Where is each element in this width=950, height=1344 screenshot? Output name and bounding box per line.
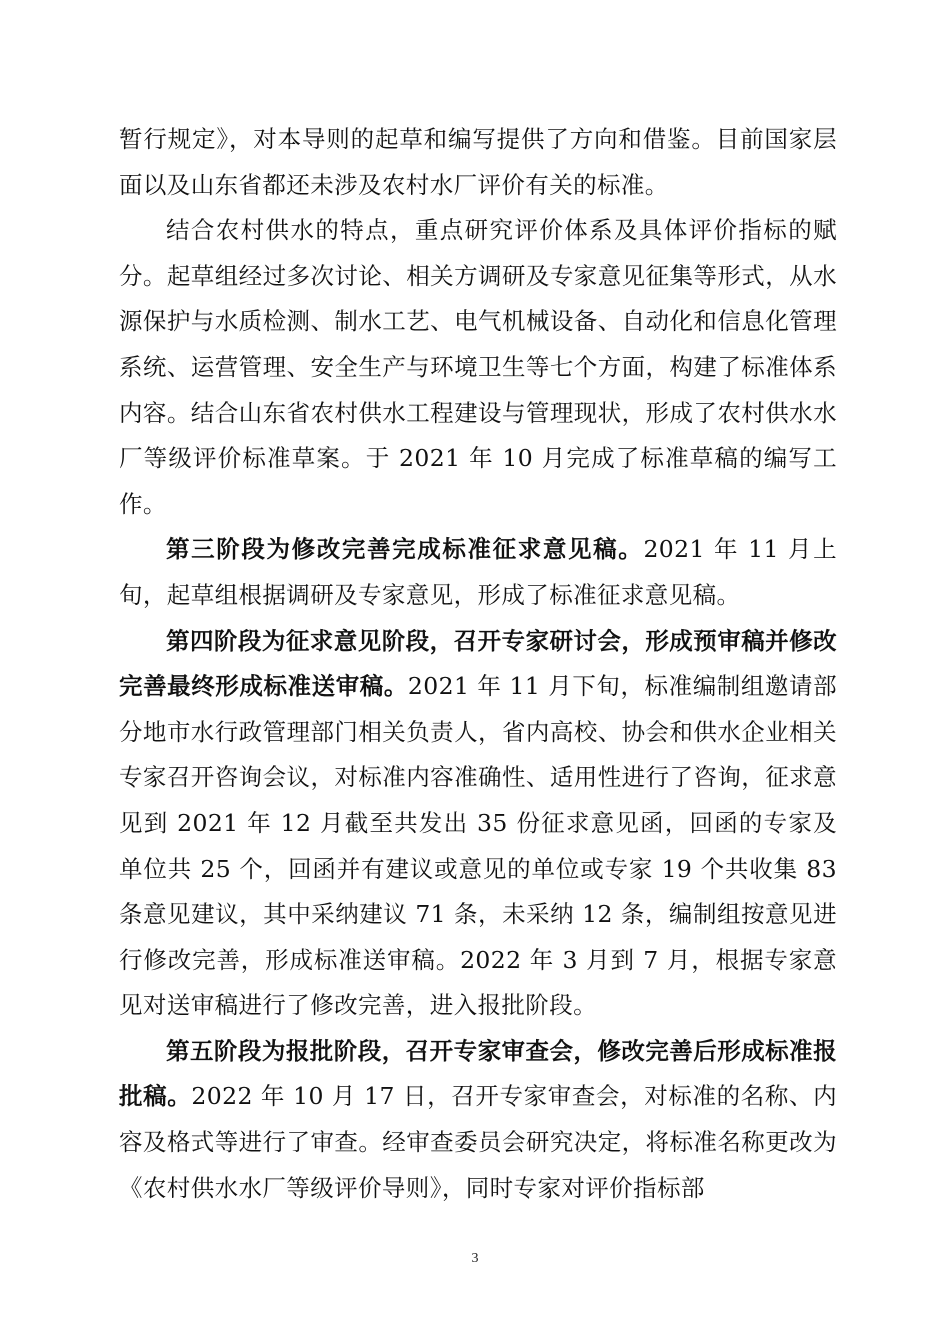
document-body [119, 117, 837, 1211]
stage-heading: 第四阶段为征求意见阶段，召开专家研讨会，形成预审稿并修改完善最终形成标准送审稿。 [119, 626, 837, 701]
paragraph-stage-five [119, 1029, 837, 1211]
paragraph-text: 2022 年 10 月 17 日，召开专家审查会，对标准的名称、内容及格式等进行了审查。经审查委员会研究决定，将标准名称更改为《农村供水水厂等级评价导则》，同时专家对评价指标部 [119, 1082, 837, 1202]
paragraph-stage-three [119, 527, 837, 618]
stage-heading: 第五阶段为报批阶段，召开专家审查会，修改完善后形成标准报批稿。 [119, 1036, 837, 1111]
stage-heading: 第三阶段为修改完善完成标准征求意见稿。 [166, 535, 644, 564]
paragraph-methodology [119, 208, 837, 527]
paragraph-text: 2021 年 11 月上旬，起草组根据调研及专家意见，形成了标准征求意见稿。 [119, 535, 837, 609]
page-number: 3 [471, 1251, 479, 1266]
paragraph-stage-four [119, 619, 837, 1029]
paragraph-continuation [119, 117, 837, 208]
paragraph-text: 2021 年 11 月下旬，标准编制组邀请部分地市水行政管理部门相关负责人，省内高校、协会和供水企业相关专家召开咨询会议，对标准内容准确性、适用性进行了咨询，征求意见到 2021 年 12 月截至共发出 35 份征求意见函，回函的专家及单位共 25 个，回函并有建议或意见的单位或专家 19 个共收集 83 条意见建议，其中采纳建议 71 条，未采纳 12 条，编制组按意见进行修改完善，形成标准送审稿。2022 年 3 月到 7 月，根据专家意见对送审稿进行了修改完善，进入报批阶段。 [119, 672, 837, 1020]
paragraph-text: 暂行规定》，对本导则的起草和编写提供了方向和借鉴。目前国家层面以及山东省都还未涉及农村水厂评价有关的标准。 [119, 125, 837, 199]
paragraph-text: 结合农村供水的特点，重点研究评价体系及具体评价指标的赋分。起草组经过多次讨论、相关方调研及专家意见征集等形式，从水源保护与水质检测、制水工艺、电气机械设备、自动化和信息化管理系统、运营管理、安全生产与环境卫生等七个方面，构建了标准体系内容。结合山东省农村供水工程建设与管理现状，形成了农村供水水厂等级评价标准草案。于 2021 年 10 月完成了标准草稿的编写工作。 [119, 216, 837, 518]
